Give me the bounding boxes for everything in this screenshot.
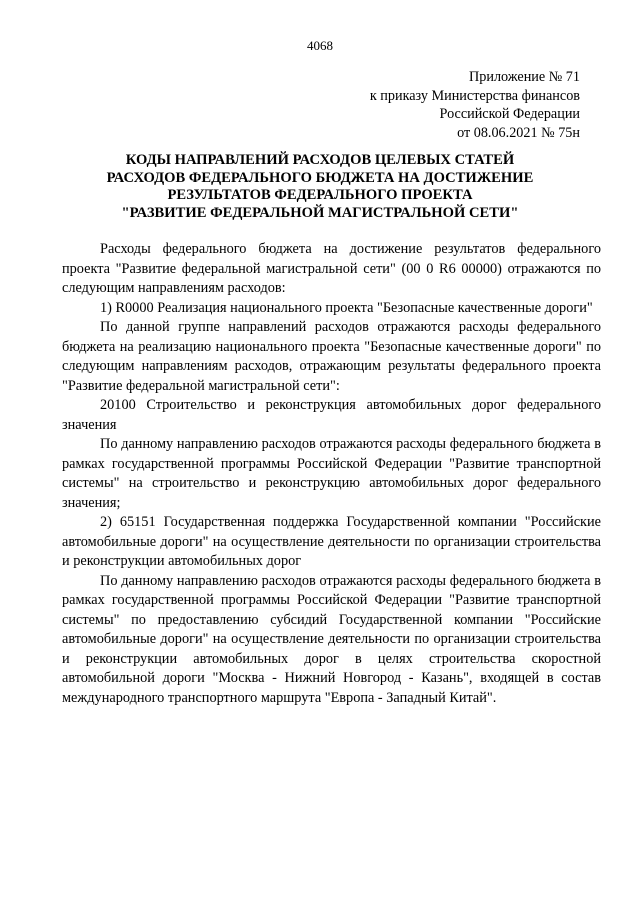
document-body [62,240,601,708]
paragraph-item-1: 1) R0000 Реализация национального проекта "Безопасные качественные дороги" [100,299,593,316]
appendix-header [340,68,580,142]
title-line: РЕЗУЛЬТАТОВ ФЕДЕРАЛЬНОГО ПРОЕКТА [167,187,473,203]
title-line: РАСХОДОВ ФЕДЕРАЛЬНОГО БЮДЖЕТА НА ДОСТИЖЕНИЕ [106,169,534,186]
paragraph-item-1-description: По данной группе направлений расходов отражаются расходы федерального бюджета на реализацию национального проекта "Безопасные качественные дороги" по следующим направлениям расходов, отражающим результаты федерального проекта "Развитие федеральной магистральной сети": [62,319,601,394]
title-line: "РАЗВИТИЕ ФЕДЕРАЛЬНОЙ МАГИСТРАЛЬНОЙ СЕТИ" [121,204,519,221]
paragraph-code-20100-description: По данному направлению расходов отражаются расходы федерального бюджета в рамках государственной программы Российской Федерации "Развитие транспортной системы" на строительство и реконструкцию автомобильных дорог федерального значения; [62,436,601,511]
paragraph-intro: Расходы федерального бюджета на достижение результатов федерального проекта "Развитие федеральной магистральной сети" (00 0 R6 00000) отражаются по следующим направлениям расходов: [62,241,601,296]
paragraph-code-20100: 20100 Строительство и реконструкция автомобильных дорог федерального значения [62,397,601,433]
paragraph-item-2-description: По данному направлению расходов отражаются расходы федерального бюджета в рамках государственной программы Российской Федерации "Развитие транспортной системы" по предоставлению субсидий Государственной компании "Российские автомобильные дороги" на осуществление деятельности по организации строительства и реконструкции автомобильных дорог в целях строительства скоростной автомобильной дороги "Москва - Нижний Новгород - Казань", входящей в состав международного транспортного маршрута "Европа - Западный Китай". [62,572,601,706]
title-line: КОДЫ НАПРАВЛЕНИЙ РАСХОДОВ ЦЕЛЕВЫХ СТАТЕЙ [125,152,515,168]
appendix-line: Приложение № 71 [469,69,580,85]
appendix-line: Российской Федерации [439,106,580,122]
document-title [60,152,580,222]
paragraph-item-2: 2) 65151 Государственная поддержка Государственной компании "Российские автомобильные дороги" на осуществление деятельности по организации строительства и реконструкции автомобильных дорог [62,514,601,569]
page-number: 4068 [307,38,333,53]
appendix-line: к приказу Министерства финансов [369,87,580,104]
appendix-line: от 08.06.2021 № 75н [457,124,580,141]
